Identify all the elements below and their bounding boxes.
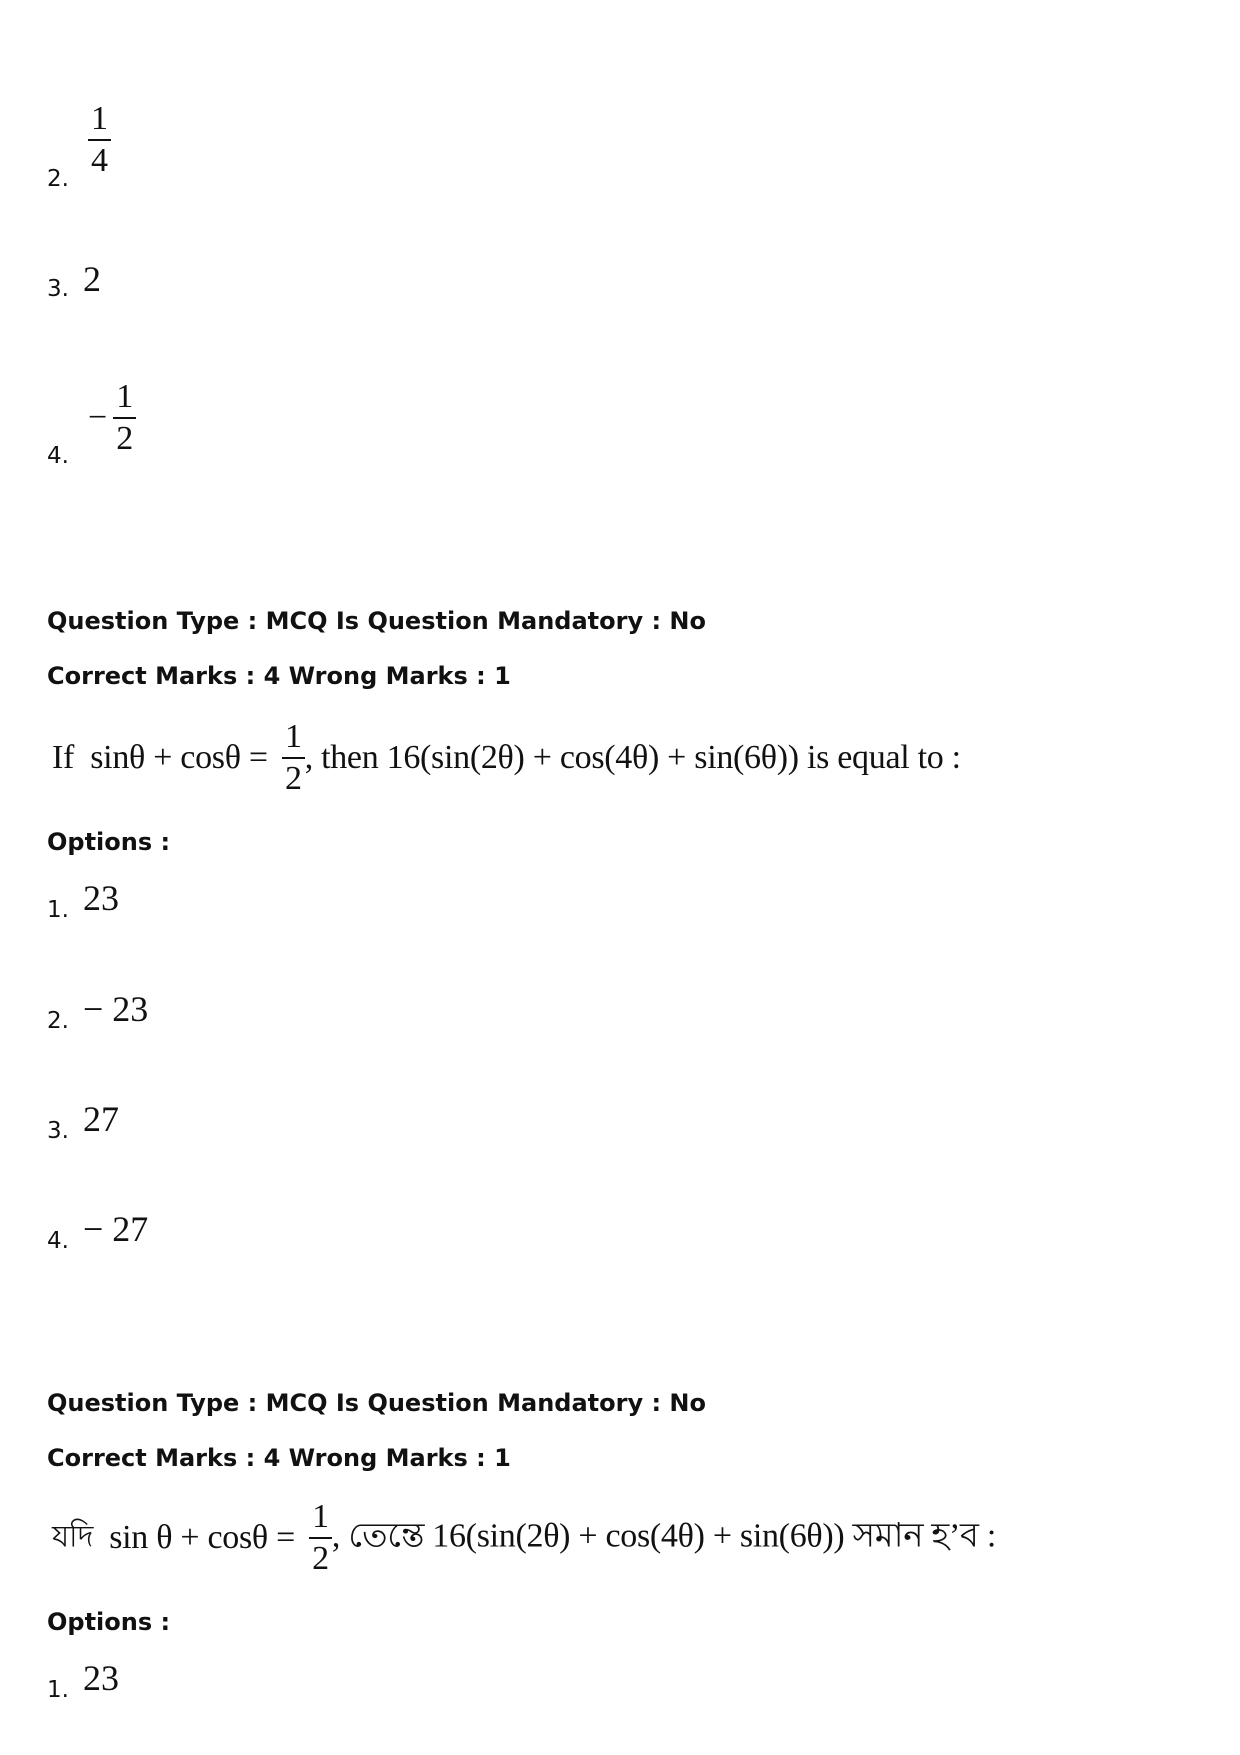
stem-suffix: , then 16(sin(2θ) + cos(4θ) + sin(6θ)) is equal to : bbox=[304, 739, 961, 776]
fraction-denominator: 2 bbox=[116, 420, 134, 457]
option-number: 3. bbox=[47, 1118, 69, 1144]
question-type-line: Question Type : MCQ Is Question Mandatory : No bbox=[47, 607, 706, 635]
option-value-fraction bbox=[88, 102, 111, 178]
option-value: 23 bbox=[83, 1658, 119, 1698]
minus-sign: − bbox=[88, 399, 108, 436]
stem-lhs: sin θ + cosθ = bbox=[109, 1519, 295, 1556]
option-number: 3. bbox=[47, 276, 69, 302]
fraction-denominator: 2 bbox=[312, 1540, 329, 1577]
fraction-numerator: 1 bbox=[309, 1500, 332, 1539]
stem-prefix: If bbox=[52, 739, 75, 776]
option-number: 2. bbox=[47, 1008, 69, 1034]
fraction-denominator: 2 bbox=[284, 760, 302, 797]
fraction-denominator: 4 bbox=[91, 142, 108, 179]
question-stem bbox=[52, 720, 961, 796]
fraction-numerator: 1 bbox=[282, 720, 305, 759]
question-stem bbox=[52, 1500, 996, 1576]
option-value: 2 bbox=[83, 259, 101, 299]
stem-lhs: sinθ + cosθ = bbox=[90, 739, 268, 776]
option-value: 27 bbox=[83, 1099, 119, 1139]
option-value: − 23 bbox=[83, 989, 149, 1029]
option-value: 23 bbox=[83, 878, 119, 918]
stem-fraction bbox=[309, 1500, 332, 1576]
option-value: − 27 bbox=[83, 1209, 149, 1249]
options-label: Options : bbox=[47, 828, 171, 856]
option-number: 1. bbox=[47, 897, 69, 923]
option-number: 2. bbox=[47, 166, 69, 192]
option-number: 1. bbox=[47, 1677, 69, 1703]
options-label: Options : bbox=[47, 1608, 171, 1636]
marks-line: Correct Marks : 4 Wrong Marks : 1 bbox=[47, 662, 511, 690]
fraction-numerator: 1 bbox=[113, 380, 136, 419]
marks-line: Correct Marks : 4 Wrong Marks : 1 bbox=[47, 1444, 511, 1472]
stem-suffix: , তেন্তে 16(sin(2θ) + cos(4θ) + sin(6θ)) সমান হ’ব : bbox=[331, 1517, 996, 1555]
option-number: 4. bbox=[47, 1228, 69, 1254]
option-value-fraction bbox=[88, 380, 136, 456]
stem-prefix: যদি bbox=[52, 1519, 94, 1555]
question-type-line: Question Type : MCQ Is Question Mandatory : No bbox=[47, 1389, 706, 1417]
stem-fraction bbox=[282, 720, 305, 796]
option-number: 4. bbox=[47, 443, 69, 469]
fraction-numerator: 1 bbox=[88, 102, 111, 141]
